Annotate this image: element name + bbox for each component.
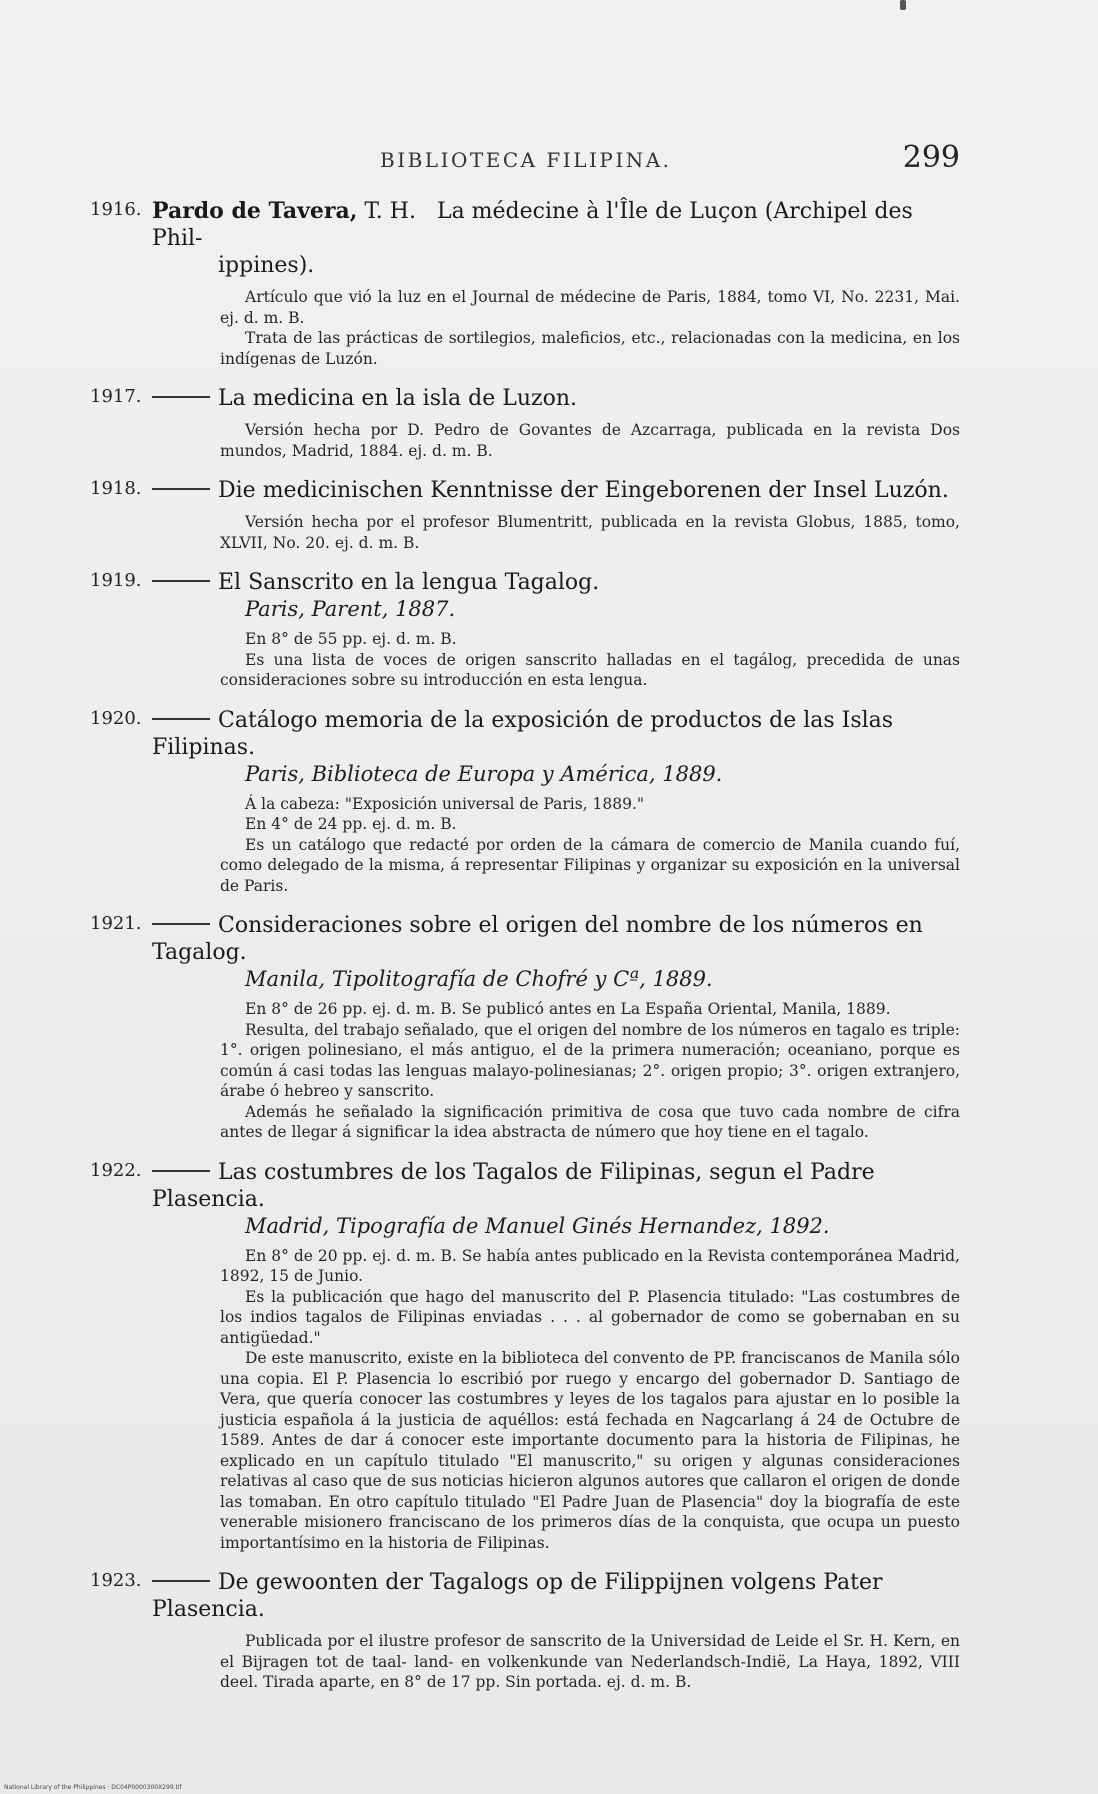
entry-note: Resulta, del trabajo señalado, que el origen del nombre de los números en tagalo es triple: 1°. origen polinesiano, el más antiguo, el de la primera numeración; oceaniano, porque es común á casi todas las lenguas malayo-polinesianas; 2°. origen propio; 3°. origen extranjero, árabe ó hebreo y sanscrito.	[220, 1020, 960, 1100]
entry-title: El Sanscrito en la lengua Tagalog.	[218, 570, 600, 595]
entry-notes	[90, 512, 960, 553]
entry-imprint: Madrid, Tipografía de Manuel Ginés Hernandez, 1892.	[245, 1213, 830, 1238]
entry-number: 1922.	[90, 1159, 142, 1181]
entry-note: En 4° de 24 pp. ej. d. m. B.	[245, 815, 457, 833]
entry-note: Es un catálogo que redacté por orden de la cámara de comercio de Manila cuando fuí, como delegado de la misma, á representar Filipinas y organizar su exposición en la universal de Paris.	[220, 835, 960, 895]
entry-title: Consideraciones sobre el origen del nombre de los números en Tagalog.	[152, 913, 923, 965]
entry-author-initials: T. H.	[364, 199, 416, 224]
entry-title: Catálogo memoria de la exposición de productos de las Islas Filipinas.	[152, 707, 894, 760]
entry-title-line	[90, 912, 960, 966]
entry-title: La medicina en la isla de Luzon.	[218, 386, 578, 411]
entry-notes	[90, 629, 960, 691]
entry-note: En 8° de 26 pp. ej. d. m. B. Se publicó antes en La España Oriental, Manila, 1889.	[245, 1000, 891, 1018]
entry-note: Trata de las prácticas de sortilegios, maleficios, etc., relacionadas con la medicina, en los indígenas de Luzón.	[220, 329, 960, 368]
running-title: BIBLIOTECA FILIPINA.	[380, 148, 672, 172]
entry-1923	[90, 1569, 960, 1693]
entry-1919	[90, 569, 960, 691]
entry-number: 1923.	[90, 1570, 142, 1591]
ditto-dash	[152, 1580, 210, 1582]
entry-number: 1921.	[90, 913, 142, 934]
entry-imprint: Manila, Tipolitografía de Chofré y Cª, 1889.	[245, 967, 713, 991]
entry-note: Publicada por el ilustre profesor de sanscrito de la Universidad de Leide el Sr. H. Kern, en el Bijragen tot de taal- land- en volkenkunde van Nederlandsch-Indië, La Haya, 1892, VIII deel. Tirada aparte, en 8° de 17 pp. Sin portada. ej. d. m. B.	[220, 1632, 960, 1691]
scan-speck	[900, 0, 906, 10]
entry-note: Es una lista de voces de origen sanscrito halladas en el tagálog, precedida de unas consideraciones sobre su introducción en esta lengua.	[220, 650, 960, 689]
entry-note: Versión hecha por D. Pedro de Govantes de Azcarraga, publicada en la revista Dos mundos, Madrid, 1884. ej. d. m. B.	[220, 421, 960, 460]
ditto-dash	[152, 488, 210, 490]
entry-title-line	[90, 707, 960, 761]
entry-notes	[90, 287, 960, 369]
entry-title-line	[90, 569, 960, 596]
entry-title-line	[90, 477, 960, 504]
page-number: 299	[902, 140, 960, 175]
bibliography-entries	[90, 198, 960, 1709]
entry-title: La médecine à l'Île de Luçon (Archipel des Phil-	[152, 199, 913, 251]
entry-note: Á la cabeza: "Exposición universal de Paris, 1889."	[245, 794, 645, 813]
entry-title: Las costumbres de los Tagalos de Filipinas, segun el Padre Plasencia.	[152, 1159, 875, 1212]
ditto-dash	[152, 718, 210, 720]
entry-note: Versión hecha por el profesor Blumentritt, publicada en la revista Globus, 1885, tomo, XLVII, No. 20. ej. d. m. B.	[220, 513, 960, 552]
entry-title-line	[90, 385, 960, 412]
entry-note: En 8° de 55 pp. ej. d. m. B.	[245, 630, 457, 648]
entry-imprint: Paris, Biblioteca de Europa y América, 1889.	[245, 761, 723, 786]
ditto-dash	[152, 580, 210, 582]
entry-notes	[90, 420, 960, 461]
entry-number: 1917.	[90, 386, 142, 407]
entry-notes	[90, 794, 960, 897]
entry-note: De este manuscrito, existe en la biblioteca del convento de PP. franciscanos de Manila sólo una copia. El P. Plasencia lo escribió por ruego y encargo del gobernador D. Santiago de Vera, que quería conocer las costumbres y leyes de los tagalos para ajustar en lo posible la justicia española á la justicia de aquéllos: está fechada en Nagcarlang á 24 de Octubre de 1589. Antes de dar á conocer este importante documento para la historia de Filipinas, he explicado en un capítulo titulado "El manuscrito," su origen y algunas consideraciones relativas al caso que de sus noticias hicieron algunos autores que callaron el origen de donde las tomaban. En otro capítulo titulado "El Padre Juan de Plasencia" doy la biografía de este venerable misionero franciscano de los primeros días de la conquista, que ocupa un puesto importantísimo en la historia de Filipinas.	[220, 1349, 960, 1552]
ditto-dash	[152, 1170, 210, 1172]
entry-number: 1918.	[90, 478, 142, 499]
page-header	[380, 140, 960, 175]
entry-note: En 8° de 20 pp. ej. d. m. B. Se había antes publicado en la Revista contemporánea Madrid, 1892, 15 de Junio.	[220, 1246, 960, 1285]
entry-note: Artículo que vió la luz en el Journal de médecine de Paris, 1884, tomo VI, No. 2231, Mai. ej. d. m. B.	[220, 288, 960, 327]
entry-notes	[90, 1246, 960, 1554]
entry-title: Die medicinischen Kenntnisse der Eingeborenen der Insel Luzón.	[218, 478, 949, 503]
entry-author: Pardo de Tavera,	[152, 198, 358, 224]
entry-notes	[90, 1631, 960, 1693]
scan-footer: National Library of the Philippines · DC04P0000300X299.tif	[4, 1784, 182, 1791]
entry-1921	[90, 912, 960, 1143]
entry-1917	[90, 385, 960, 461]
entry-note: Es la publicación que hago del manuscrito del P. Plasencia titulado: "Las costumbres de los indios tagalos de Filipinas enviadas . . . al gobernador de como se gobernaban en su antigüedad."	[220, 1287, 960, 1347]
entry-1916	[90, 198, 960, 369]
entry-number: 1916.	[90, 199, 142, 220]
entry-notes	[90, 999, 960, 1143]
entry-title-line	[90, 1569, 960, 1623]
entry-title: De gewoonten der Tagalogs op de Filippijnen volgens Pater Plasencia.	[152, 1570, 883, 1622]
entry-1922	[90, 1159, 960, 1554]
entry-title-line	[90, 198, 960, 252]
entry-number: 1920.	[90, 707, 142, 729]
entry-note: Además he señalado la significación primitiva de cosa que tuvo cada nombre de cifra antes de llegar á significar la idea abstracta de número que hoy tiene en el tagalo.	[220, 1102, 960, 1141]
entry-title-line	[90, 1159, 960, 1213]
ditto-dash	[152, 923, 210, 925]
ditto-dash	[152, 396, 210, 398]
entry-1918	[90, 477, 960, 553]
entry-number: 1919.	[90, 570, 142, 591]
entry-title-cont: ippines).	[218, 253, 315, 278]
entry-1920	[90, 707, 960, 897]
entry-imprint: Paris, Parent, 1887.	[245, 597, 456, 621]
